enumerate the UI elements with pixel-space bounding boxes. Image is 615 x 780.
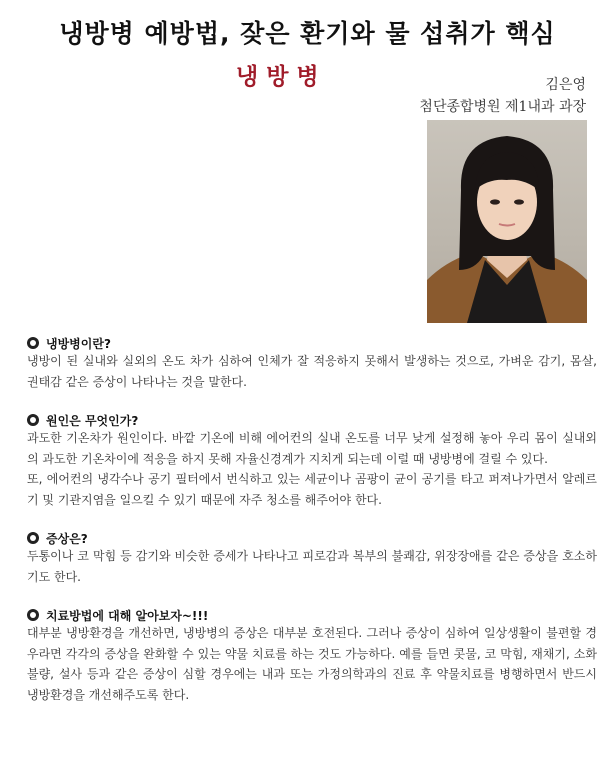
- paragraph: 냉방이 된 실내와 실외의 온도 차가 심하여 인체가 잘 적응하지 못해서 발생하는 것으로, 가벼운 감기, 몸살, 권태감 같은 증상이 나타나는 것을 말한다.: [27, 354, 597, 389]
- paragraph: 과도한 기온차가 원인이다. 바깥 기온에 비해 에어컨의 실내 온도를 너무 낮게 설정해 놓아 우리 몸이 실내외의 과도한 기온차이에 적응을 하지 못해 자율신경계가 지치게 되는데 이럴 때 냉방병에 걸릴 수 있다.: [27, 431, 597, 466]
- paragraph: 또, 에어컨의 냉각수나 공기 필터에서 번식하고 있는 세균이나 곰팡이 균이 공기를 타고 퍼져나가면서 알레르기 및 기관지염을 일으킬 수 있기 때문에 자주 청소를 해주어야 한다.: [27, 472, 597, 507]
- section-heading-text: 냉방병이란?: [46, 336, 111, 351]
- section-definition: [27, 335, 597, 392]
- circle-bullet-icon: [27, 337, 39, 349]
- section-treatment: [27, 607, 597, 705]
- circle-bullet-icon: [27, 414, 39, 426]
- section-heading: [27, 607, 597, 623]
- paragraph: 대부분 냉방환경을 개선하면, 냉방병의 증상은 대부분 호전된다. 그러나 증상이 심하여 일상생활이 불편할 경우라면 각각의 증상을 완화할 수 있는 약물 치료를 하는 것도 가능하다. 예를 들면 콧물, 코 막힘, 재채기, 소화불량, 설사 등과 같은 증상이 심할 경우에는 내과 또는 가정의학과의 진료 후 약물치료를 병행하면서 반드시 냉방환경을 개선해주도록 한다.: [27, 626, 597, 702]
- article-body: [27, 335, 597, 705]
- section-heading-text: 치료방법에 대해 알아보자~!!!: [46, 608, 209, 623]
- paragraph: 두통이나 코 막힘 등 감기와 비슷한 증세가 나타나고 피로감과 복부의 불쾌감, 위장장애를 같은 증상을 호소하기도 한다.: [27, 549, 597, 584]
- circle-bullet-icon: [27, 532, 39, 544]
- section-heading: [27, 530, 597, 546]
- section-heading: [27, 335, 597, 351]
- section-symptoms: [27, 530, 597, 587]
- author-name: 김은영: [545, 77, 586, 93]
- section-heading-text: 원인은 무엇인가?: [46, 413, 139, 428]
- author-photo: [427, 120, 587, 323]
- section-heading-text: 증상은?: [46, 531, 88, 546]
- author-affiliation: 첨단종합병원 제1내과 과장: [419, 99, 586, 115]
- section-cause: [27, 412, 597, 510]
- circle-bullet-icon: [27, 609, 39, 621]
- section-title: 냉방병: [236, 64, 327, 90]
- section-heading: [27, 412, 597, 428]
- headline: 냉방병 예방법, 잦은 환기와 물 섭취가 핵심: [59, 19, 556, 48]
